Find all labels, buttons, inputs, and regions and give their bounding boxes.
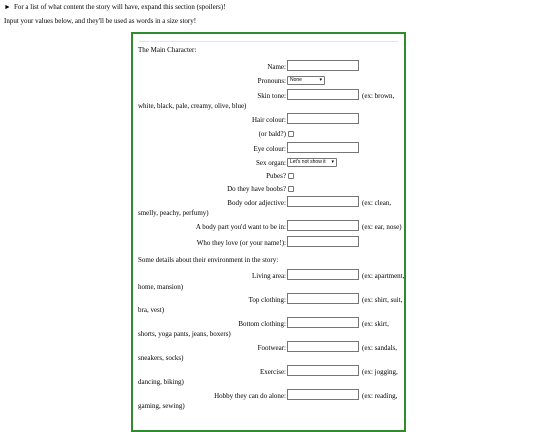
hobby-example-cont: gaming, sewing) <box>138 402 185 410</box>
body-odor-example: (ex: clean, <box>362 199 392 207</box>
exercise-input[interactable] <box>287 365 359 376</box>
chevron-down-icon: ▾ <box>331 159 334 165</box>
body-part-label: A body part you'd want to be in: <box>195 223 286 231</box>
who-love-label: Who they love (or your name!): <box>196 239 286 247</box>
bottom-clothing-label: Bottom clothing: <box>238 320 286 328</box>
summary-text[interactable]: For a list of what content the story will have, expand this section (spoilers)! <box>13 3 226 11</box>
body-part-input[interactable] <box>287 220 359 231</box>
footwear-label: Footwear: <box>257 344 286 352</box>
top-clothing-input[interactable] <box>287 293 359 304</box>
pubes-checkbox[interactable] <box>288 173 294 179</box>
living-area-example: (ex: apartment, <box>362 272 405 280</box>
living-area-example-cont: home, mansion) <box>138 283 184 291</box>
name-input[interactable] <box>287 60 359 71</box>
exercise-example-cont: dancing, biking) <box>138 378 184 386</box>
hobby-example: (ex: reading, <box>362 392 398 400</box>
pubes-label: Pubes? <box>266 172 286 180</box>
body-odor-example-cont: smelly, peachy, perfumy) <box>138 209 209 217</box>
bottom-clothing-example-cont: shorts, yoga pants, jeans, boxers) <box>138 330 231 338</box>
footwear-example-cont: sneakers, socks) <box>138 354 184 362</box>
chevron-down-icon: ▾ <box>319 77 322 83</box>
eye-colour-label: Eye colour: <box>253 145 286 153</box>
skin-tone-example-cont: white, black, pale, creamy, olive, blue) <box>138 102 247 110</box>
sex-organ-selected: Let's not show it <box>290 159 326 165</box>
body-odor-label: Body odor adjective: <box>227 199 286 207</box>
bottom-clothing-example: (ex: skirt, <box>362 320 389 328</box>
hair-colour-label: Hair colour: <box>251 116 286 124</box>
body-part-example: (ex: ear, nose) <box>362 223 402 231</box>
spoiler-summary[interactable] <box>4 3 225 11</box>
top-clothing-example-cont: bra, vest) <box>138 306 165 314</box>
sex-organ-select[interactable] <box>287 158 337 167</box>
skin-tone-label: Skin tone: <box>257 92 286 100</box>
intro-text: Input your values below, and they'll be used as words in a sizе story! <box>4 17 197 25</box>
who-love-input[interactable] <box>287 236 359 247</box>
hobby-label: Hobby they can do alone: <box>214 392 286 400</box>
bottom-clothing-input[interactable] <box>287 317 359 328</box>
pronouns-selected: None <box>290 77 302 83</box>
top-clothing-label: Top clothing: <box>248 296 286 304</box>
name-label: Name: <box>267 63 286 71</box>
living-area-input[interactable] <box>287 269 359 280</box>
bald-checkbox[interactable] <box>288 131 294 137</box>
disclosure-triangle-icon[interactable]: ► <box>4 3 11 11</box>
divider <box>139 41 398 42</box>
footwear-example: (ex: sandals, <box>362 344 397 352</box>
top-clothing-example: (ex: shirt, suit, <box>362 296 403 304</box>
eye-colour-input[interactable] <box>287 142 359 153</box>
bald-label: (or bald?) <box>258 130 286 138</box>
living-area-label: Living area: <box>251 272 286 280</box>
main-character-heading: The Main Character: <box>138 46 197 54</box>
skin-tone-input[interactable] <box>287 89 359 100</box>
footwear-input[interactable] <box>287 341 359 352</box>
sex-organ-label: Sex organ: <box>255 159 286 167</box>
pronouns-select[interactable] <box>287 76 325 85</box>
pronouns-label: Pronouns: <box>257 77 286 85</box>
body-odor-input[interactable] <box>287 196 359 207</box>
story-form <box>131 32 406 432</box>
environment-heading: Some details about their environment in the story: <box>138 256 279 264</box>
exercise-label: Exercise: <box>259 368 286 376</box>
boobs-label: Do they have boobs? <box>227 185 286 193</box>
hobby-input[interactable] <box>287 389 359 400</box>
boobs-checkbox[interactable] <box>288 186 294 192</box>
exercise-example: (ex: jogging, <box>362 368 398 376</box>
hair-colour-input[interactable] <box>287 113 359 124</box>
skin-tone-example: (ex: brown, <box>362 92 395 100</box>
